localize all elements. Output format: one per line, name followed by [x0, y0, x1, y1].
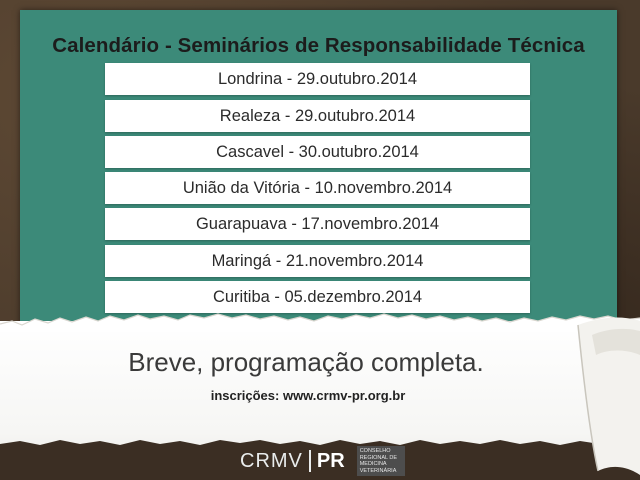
page-title: Calendário - Seminários de Responsabilidade Técnica — [52, 34, 585, 57]
logo-box-line: MEDICINA — [359, 461, 387, 467]
seminar-item: Maringá - 21.novembro.2014 — [105, 245, 530, 277]
logo-box-line: VETERINÁRIA — [359, 467, 397, 474]
logo-divider — [309, 450, 311, 472]
logo-council-box — [357, 446, 405, 476]
logo-pr-text: PR — [316, 449, 345, 472]
seminar-item: Londrina - 29.outubro.2014 — [105, 63, 530, 95]
registration-link[interactable]: inscrições: www.crmv-pr.org.br — [210, 388, 406, 403]
logo-box-line: REGIONAL DE — [359, 454, 398, 461]
crmv-pr-logo — [240, 446, 405, 476]
logo-crmv-text: CRMV — [240, 449, 303, 472]
logo-box-line: CONSELHO — [359, 448, 391, 454]
seminar-item: Realeza - 29.outubro.2014 — [105, 100, 530, 132]
seminar-item: Cascavel - 30.outubro.2014 — [105, 136, 530, 168]
seminar-item: União da Vitória - 10.novembro.2014 — [105, 172, 530, 204]
seminar-item: Guarapuava - 17.novembro.2014 — [105, 208, 530, 240]
seminar-item: Curitiba - 05.dezembro.2014 — [105, 281, 530, 313]
tagline: Breve, programação completa. — [128, 347, 484, 377]
